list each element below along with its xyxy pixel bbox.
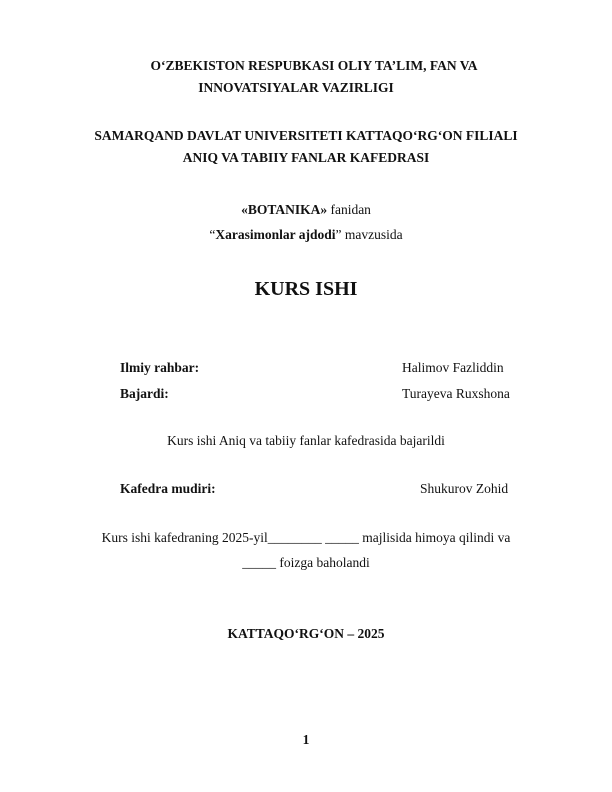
completion-note: Kurs ishi Aniq va tabiiy fanlar kafedrasida bajarildi — [167, 433, 445, 448]
city-year: KATTAQO‘RG‘ON – 2025 — [227, 626, 385, 641]
topic-suffix: ” mavzusida — [335, 227, 403, 242]
topic-open-quote: “ — [209, 227, 216, 242]
head-of-department-name: Shukurov Zohid — [420, 481, 509, 496]
ministry-line-1: O‘ZBEKISTON RESPUBKASI OLIY TA’LIM, FAN VA — [150, 58, 478, 73]
topic-name: Xarasimonlar ajdodi — [215, 227, 336, 242]
department-name: ANIQ VA TABIIY FANLAR KAFEDRASI — [182, 150, 430, 165]
author-name: Turayeva Ruxshona — [402, 386, 510, 401]
supervisor-label: Ilmiy rahbar: — [120, 360, 200, 375]
subject-line — [0, 202, 612, 218]
head-of-department-label: Kafedra mudiri: — [120, 481, 216, 496]
document-title: KURS ISHI — [254, 278, 358, 300]
defense-line-1: Kurs ishi kafedraning 2025-yil________ _____ majlisida himoya qilindi va — [101, 530, 511, 545]
subject-name: «BOTANIKA» — [241, 202, 328, 217]
topic-line — [0, 227, 612, 243]
author-label: Bajardi: — [120, 386, 169, 401]
defense-line-2: _____ foizga baholandi — [242, 555, 370, 570]
subject-suffix: fanidan — [327, 202, 371, 217]
university-name: SAMARQAND DAVLAT UNIVERSITETI KATTAQO‘RG‘ON FILIALI — [94, 128, 518, 143]
supervisor-name: Halimov Fazliddin — [402, 360, 504, 375]
page-number: 1 — [302, 732, 310, 747]
ministry-line-2: INNOVATSIYALAR VAZIRLIGI — [198, 80, 394, 95]
